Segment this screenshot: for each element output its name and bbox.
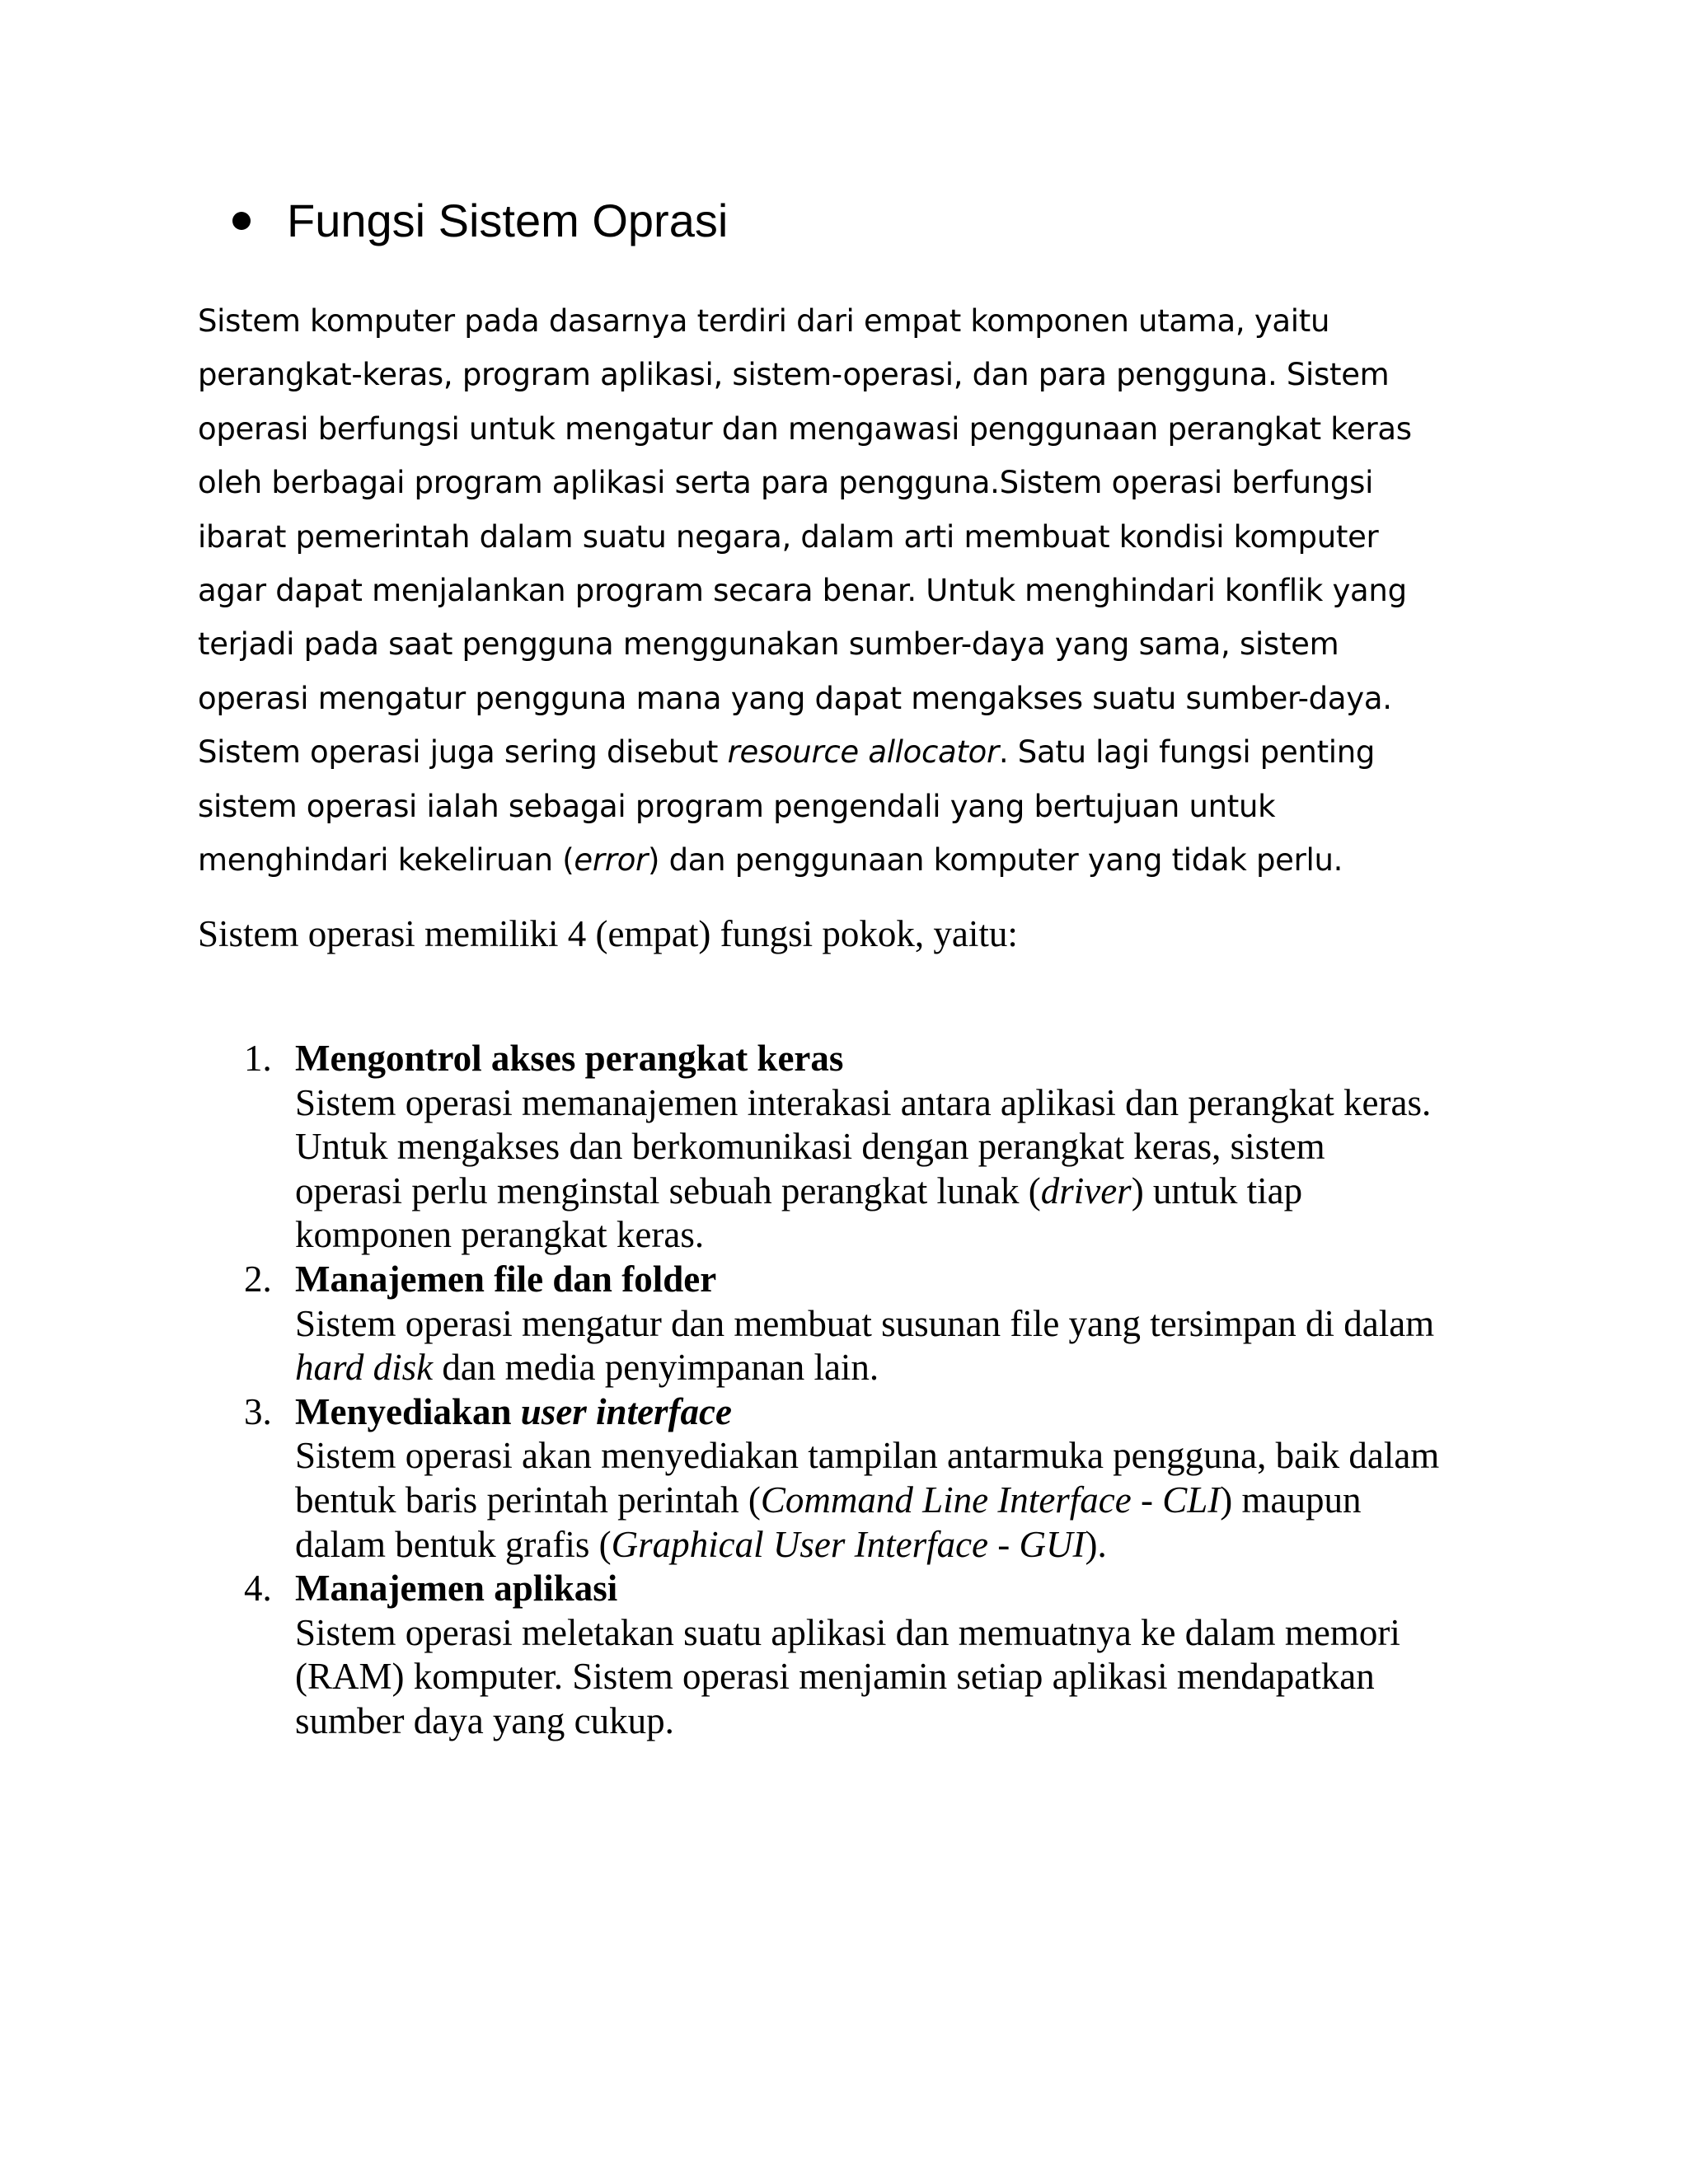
- paragraph-line: [198, 833, 1484, 887]
- text-run: Sistem operasi mengatur dan membuat susunan file yang tersimpan di dalam: [295, 1302, 1435, 1344]
- paragraph-line: [198, 672, 1484, 725]
- text-run: terjadi pada saat pengguna menggunakan sumber-daya yang sama, sistem: [198, 626, 1339, 663]
- text-run: . Satu lagi fungsi penting: [998, 734, 1376, 771]
- paragraph-line: [198, 348, 1484, 401]
- text-run: dalam bentuk grafis (: [295, 1523, 612, 1565]
- italic-text: resource allocator: [727, 734, 999, 771]
- text-run: sumber daya yang cukup.: [295, 1699, 674, 1741]
- list-item: [198, 1390, 1517, 1567]
- text-run: Untuk mengakses dan berkomunikasi dengan perangkat keras, sistem: [295, 1126, 1325, 1168]
- list-item-number: 3.: [244, 1390, 272, 1432]
- intro-paragraph: [198, 294, 1484, 887]
- text-run: ) dan penggunaan komputer yang tidak perlu.: [647, 842, 1343, 879]
- text-run: ) maupun: [1220, 1479, 1362, 1521]
- text-run: operasi mengatur pengguna mana yang dapat mengakses suatu sumber-daya.: [198, 680, 1392, 716]
- section-heading: [232, 194, 729, 246]
- paragraph-line: [198, 402, 1484, 456]
- text-run: Sistem operasi akan menyediakan tampilan antarmuka pengguna, baik dalam: [295, 1435, 1440, 1477]
- paragraph-line: [198, 780, 1484, 833]
- italic-text: error: [574, 842, 648, 879]
- bullet-icon: [232, 212, 251, 230]
- text-run: Manajemen file dan folder: [295, 1258, 717, 1300]
- text-run: ibarat pemerintah dalam suatu negara, dalam arti membuat kondisi komputer: [198, 518, 1379, 555]
- list-item: [198, 1037, 1517, 1258]
- text-run: sistem operasi ialah sebagai program pengendali yang bertujuan untuk: [198, 788, 1276, 824]
- list-item-body-line: [295, 1434, 1517, 1479]
- paragraph-line: [198, 725, 1484, 779]
- list-item-title: [295, 1258, 1517, 1302]
- list-item-body-line: [295, 1125, 1517, 1169]
- italic-text: driver: [1040, 1169, 1132, 1212]
- italic-text: hard disk: [295, 1347, 434, 1389]
- text-run: menghindari kekeliruan (: [198, 842, 574, 879]
- list-item-number: 4.: [244, 1568, 272, 1610]
- list-item-body-line: [295, 1081, 1517, 1126]
- text-run: dan media penyimpanan lain.: [433, 1347, 879, 1389]
- list-item-number: 2.: [244, 1258, 272, 1300]
- paragraph-line: [198, 617, 1484, 671]
- list-item-title: [295, 1390, 1517, 1435]
- function-list: [198, 1037, 1517, 1744]
- heading-text: Fungsi Sistem Oprasi: [287, 194, 729, 246]
- list-item-body-line: [295, 1169, 1517, 1214]
- list-item-title: [295, 1567, 1517, 1611]
- list-item-body-line: [295, 1699, 1517, 1744]
- lead-sentence: Sistem operasi memiliki 4 (empat) fungsi pokok, yaitu:: [198, 913, 1018, 954]
- text-run: ).: [1085, 1523, 1107, 1565]
- list-item: [198, 1567, 1517, 1743]
- list-item: [198, 1258, 1517, 1390]
- text-run: perangkat-keras, program aplikasi, sistem-operasi, dan para pengguna. Sistem: [198, 357, 1390, 393]
- text-run: komponen perangkat keras.: [295, 1214, 705, 1256]
- text-run: operasi berfungsi untuk mengatur dan mengawasi penggunaan perangkat keras: [198, 410, 1412, 447]
- text-run: Menyediakan: [295, 1390, 521, 1432]
- list-item-body-line: [295, 1523, 1517, 1568]
- list-item-body-line: [295, 1302, 1517, 1347]
- text-run: Sistem komputer pada dasarnya terdiri dari empat komponen utama, yaitu: [198, 303, 1330, 339]
- italic-text: Command Line Interface - CLI: [760, 1479, 1221, 1521]
- italic-text: Graphical User Interface - GUI: [611, 1523, 1085, 1565]
- text-run: operasi perlu menginstal sebuah perangkat lunak (: [295, 1169, 1041, 1212]
- list-item-number: 1.: [244, 1038, 272, 1079]
- paragraph-line: [198, 294, 1484, 348]
- paragraph-line: [198, 456, 1484, 509]
- text-run: Manajemen aplikasi: [295, 1568, 618, 1610]
- list-item-body-line: [295, 1655, 1517, 1699]
- text-run: Sistem operasi meletakan suatu aplikasi dan memuatnya ke dalam memori: [295, 1611, 1400, 1653]
- text-run: bentuk baris perintah perintah (: [295, 1479, 761, 1521]
- text-run: oleh berbagai program aplikasi serta para pengguna.Sistem operasi berfungsi: [198, 465, 1374, 501]
- italic-text: user interface: [520, 1390, 733, 1432]
- paragraph-line: [198, 564, 1484, 617]
- text-run: Sistem operasi memanajemen interakasi antara aplikasi dan perangkat keras.: [295, 1081, 1432, 1123]
- list-item-body-line: [295, 1213, 1517, 1258]
- text-run: (RAM) komputer. Sistem operasi menjamin setiap aplikasi mendapatkan: [295, 1656, 1375, 1698]
- text-run: Sistem operasi juga sering disebut: [198, 734, 728, 771]
- list-item-body-line: [295, 1611, 1517, 1656]
- list-item-body-line: [295, 1479, 1517, 1523]
- text-run: Mengontrol akses perangkat keras: [295, 1038, 844, 1079]
- text-run: agar dapat menjalankan program secara benar. Untuk menghindari konflik yang: [198, 573, 1407, 609]
- list-item-body-line: [295, 1346, 1517, 1390]
- text-run: ) untuk tiap: [1131, 1169, 1303, 1212]
- list-item-title: [295, 1037, 1517, 1081]
- paragraph-line: [198, 510, 1484, 564]
